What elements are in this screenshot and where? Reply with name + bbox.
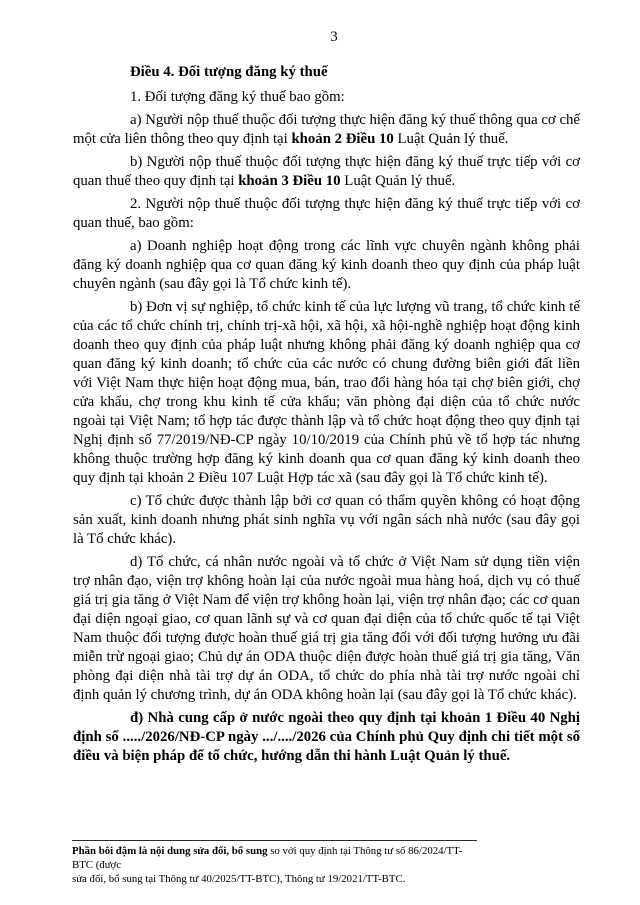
footnote-bold-lead: Phần bôi đậm là nội dung sửa đổi, bổ sung xyxy=(72,845,268,857)
paragraph-2dd-amended: đ) Nhà cung cấp ở nước ngoài theo quy định tại khoản 1 Điều 40 Nghị định số ...../2026/NĐ-CP ngày .../..../2026 của Chính phủ Quy định chi tiết một số điều và biện pháp để tổ chức, hướng dẫn thi hành Luật Quản lý thuế. xyxy=(73,710,580,764)
footnote-line-1 xyxy=(72,844,477,872)
article-heading: Điều 4. Đối tượng đăng ký thuế xyxy=(130,64,328,80)
paragraph-1b-bold-reference: khoản 3 Điều 10 xyxy=(238,173,341,189)
paragraph-2d: d) Tổ chức, cá nhân nước ngoài và tổ chức ở Việt Nam sử dụng tiền viện trợ nhân đạo, viện trợ không hoàn lại của nước ngoài mua hàng hoá, dịch vụ có thuế giá trị gia tăng ở Việt Nam để viện trợ không hoàn lại, viện trợ nhân đạo; các cơ quan đại diện ngoại giao, cơ quan lãnh sự và cơ quan đại diện của tổ chức quốc tế tại Việt Nam thuộc đối tượng được hoàn thuế giá trị gia tăng đối với đối tượng hưởng ưu đãi miễn trừ ngoại giao; Chủ dự án ODA thuộc diện được hoàn thuế giá trị gia tăng, Văn phòng đại diện nhà tài trợ dự án ODA, tổ chức do phía nhà tài trợ nước ngoài chỉ định quản lý chương trình, dự án ODA không hoàn lại (sau đây gọi là Tổ chức khác). xyxy=(73,554,580,703)
paragraph-1a xyxy=(73,111,580,149)
footnote-line-1-rest: so với quy định tại Thông tư số 86/2024/TT-BTC (được xyxy=(72,845,463,872)
article-body xyxy=(73,63,580,770)
paragraph-1a-bold-reference: khoản 2 Điều 10 xyxy=(291,131,394,147)
paragraph-2a: a) Doanh nghiệp hoạt động trong các lĩnh vực chuyên ngành không phải đăng ký doanh nghiệp qua cơ quan đăng ký kinh doanh theo quy định của pháp luật chuyên ngành (sau đây gọi là Tổ chức kinh tế). xyxy=(73,238,580,292)
paragraph-2c: c) Tổ chức được thành lập bởi cơ quan có thẩm quyền không có hoạt động sản xuất, kinh doanh nhưng phát sinh nghĩa vụ với ngân sách nhà nước (sau đây gọi là Tổ chức khác). xyxy=(73,493,580,547)
paragraph-2b: b) Đơn vị sự nghiệp, tổ chức kinh tế của lực lượng vũ trang, tổ chức kinh tế của các tổ chức chính trị, chính trị-xã hội, xã hội, xã hội-nghề nghiệp hoạt động kinh doanh theo quy định của pháp luật nhưng không phải đăng ký doanh nghiệp qua cơ quan đăng ký kinh doanh; tổ chức của các nước có chung đường biên giới đất liền với Việt Nam thực hiện hoạt động mua, bán, trao đổi hàng hóa tại chợ biên giới, chợ cửa khẩu, chợ trong khu kinh tế cửa khẩu; văn phòng đại diện của tổ chức nước ngoài tại Việt Nam; tổ hợp tác được thành lập và tổ chức hoạt động theo quy định tại Nghị định số 77/2019/NĐ-CP ngày 10/10/2019 của Chính phủ về tổ hợp tác nhưng không thuộc trường hợp đăng ký kinh doanh qua cơ quan đăng ký kinh doanh theo quy định tại khoản 2 Điều 107 Luật Hợp tác xã (sau đây gọi là Tổ chức kinh tế). xyxy=(73,299,580,486)
paragraph-2-intro: 2. Người nộp thuế thuộc đối tượng thực hiện đăng ký thuế trực tiếp với cơ quan thuế, bao gồm: xyxy=(73,196,580,231)
paragraph-1-intro: 1. Đối tượng đăng ký thuế bao gồm: xyxy=(130,89,345,105)
paragraph-1a-text-end: Luật Quản lý thuế. xyxy=(393,131,509,147)
paragraph-1b xyxy=(73,153,580,191)
footnote xyxy=(72,840,477,887)
paragraph-1a-text: a) Người nộp thuế thuộc đối tượng thực hiện đăng ký thuế thông qua cơ chế một cửa liên thông theo quy định tại xyxy=(73,112,580,147)
footnote-line-2: sửa đổi, bổ sung tại Thông tư 40/2025/TT-BTC), Thông tư 19/2021/TT-BTC. xyxy=(72,873,406,886)
page-number: 3 xyxy=(330,29,338,45)
paragraph-1b-text-end: Luật Quản lý thuế. xyxy=(340,173,456,189)
paragraph-1b-text: b) Người nộp thuế thuộc đối tượng thực hiện đăng ký thuế trực tiếp với cơ quan thuế theo quy định tại xyxy=(73,154,580,189)
